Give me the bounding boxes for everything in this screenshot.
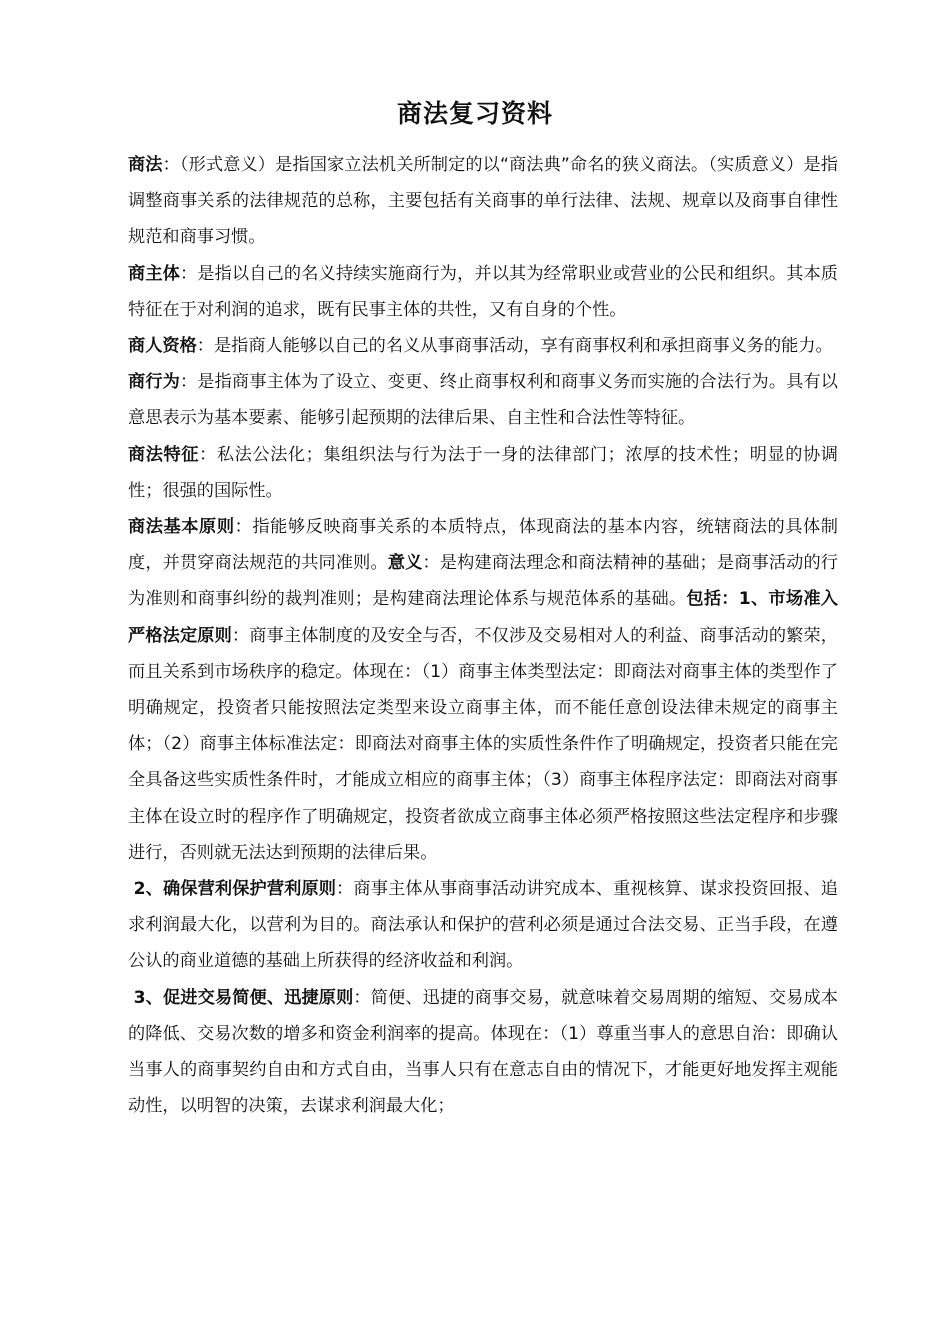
- term-shangxingwei: 商行为: [128, 372, 180, 393]
- definition-shangfa: ：（形式意义）是指国家立法机关所制定的以“商法典”命名的狭义商法。（实质意义）是指调整商事关系的法律规范的总称，主要包括有关商事的单行法律、法规、规章以及商事自律性规范和商事习惯。: [128, 155, 838, 248]
- term-shangren-zige: 商人资格: [128, 336, 197, 357]
- baokuo-colon: ：: [721, 589, 739, 610]
- term-principle-1: 1、市场准入严格法定原则: [128, 589, 838, 646]
- definition-shangzhuti: ：是指以自己的名义持续实施商行为，并以其为经常职业或营业的公民和组织。其本质特征在于对利润的追求，既有民事主体的共性，又有自身的个性。: [128, 263, 838, 320]
- definition-shangfa-tezheng: ：私法公法化；集组织法与行为法于一身的法律部门；浓厚的技术性；明显的协调性；很强的国际性。: [128, 444, 838, 501]
- definition-principle-1: ：商事主体制度的及安全与否，不仅涉及交易相对人的利益、商事活动的繁荣，而且关系到市场秩序的稳定。体现在：（1）商事主体类型法定：即商法对商事主体的类型作了明确规定，投资者只能按照法定类型来设立商事主体，而不能任意创设法律未规定的商事主体；（2）商事主体标准法定：即商法对商事主体的实质性条件作了明确规定，投资者只能在完全具备这些实质性条件时，才能成立相应的商事主体；（3）商事主体程序法定：即商法对商事主体在设立时的程序作了明确规定，投资者欲成立商事主体必须严格按照这些法定程序和步骤进行，否则就无法达到预期的法律后果。: [128, 625, 838, 863]
- term-baokuo: 包括: [686, 589, 722, 610]
- term-principle-2: 2、确保营利保护营利原则: [133, 879, 337, 900]
- document-title: 商法复习资料: [396, 99, 553, 128]
- term-yiyi: 意义: [387, 553, 423, 574]
- term-shangfa-tezheng: 商法特征: [128, 444, 200, 465]
- definition-shangren-zige: ：是指商人能够以自己的名义从事商事活动，享有商事权利和承担商事义务的能力。: [196, 336, 833, 357]
- paragraph-shangfa-tezheng: [128, 437, 838, 509]
- document-body: [128, 147, 838, 1124]
- paragraph-principle-2: [128, 871, 838, 980]
- paragraph-shangxingwei: [128, 364, 838, 436]
- term-principle-3: 3、促进交易简便、迅捷原则: [133, 987, 354, 1008]
- definition-jiben-yuanze: ：指能够反映商事关系的本质特点，体现商法的基本内容，统辖商法的具体制度，并贯穿商法规范的共同准则。: [128, 517, 838, 574]
- paragraph-shangfa: [128, 147, 838, 256]
- paragraph-shangzhuti: [128, 256, 838, 328]
- term-shangzhuti: 商主体: [128, 263, 180, 284]
- definition-principle-3: ：简便、迅捷的商事交易，就意味着交易周期的缩短、交易成本的降低、交易次数的增多和资金利润率的提高。体现在：（1）尊重当事人的意思自治：即确认当事人的商事契约自由和方式自由，当事人只有在意志自由的情况下，才能更好地发挥主观能动性，以明智的决策，去谋求利润最大化；: [128, 987, 838, 1117]
- definition-principle-2: ：商事主体从事商事活动讲究成本、重视核算、谋求投资回报、追求利润最大化，以营利为目的。商法承认和保护的营利必须是通过合法交易、正当手段，在遵公认的商业道德的基础上所获得的经济收益和利润。: [128, 879, 838, 972]
- term-jiben-yuanze: 商法基本原则: [128, 517, 235, 538]
- paragraph-shangren-zige: [128, 328, 838, 364]
- term-shangfa: 商法: [128, 155, 163, 175]
- definition-yiyi: ：是构建商法理念和商法精神的基础；是商事活动的行为准则和商事纠纷的裁判准则；是构建商法理论体系与规范体系的基础。: [128, 553, 838, 610]
- paragraph-principle-3: [128, 980, 838, 1125]
- definition-shangxingwei: ：是指商事主体为了设立、变更、终止商事权利和商事义务而实施的合法行为。具有以意思表示为基本要素、能够引起预期的法律后果、自主性和合法性等特征。: [128, 372, 838, 429]
- paragraph-jiben-yuanze: [128, 509, 838, 871]
